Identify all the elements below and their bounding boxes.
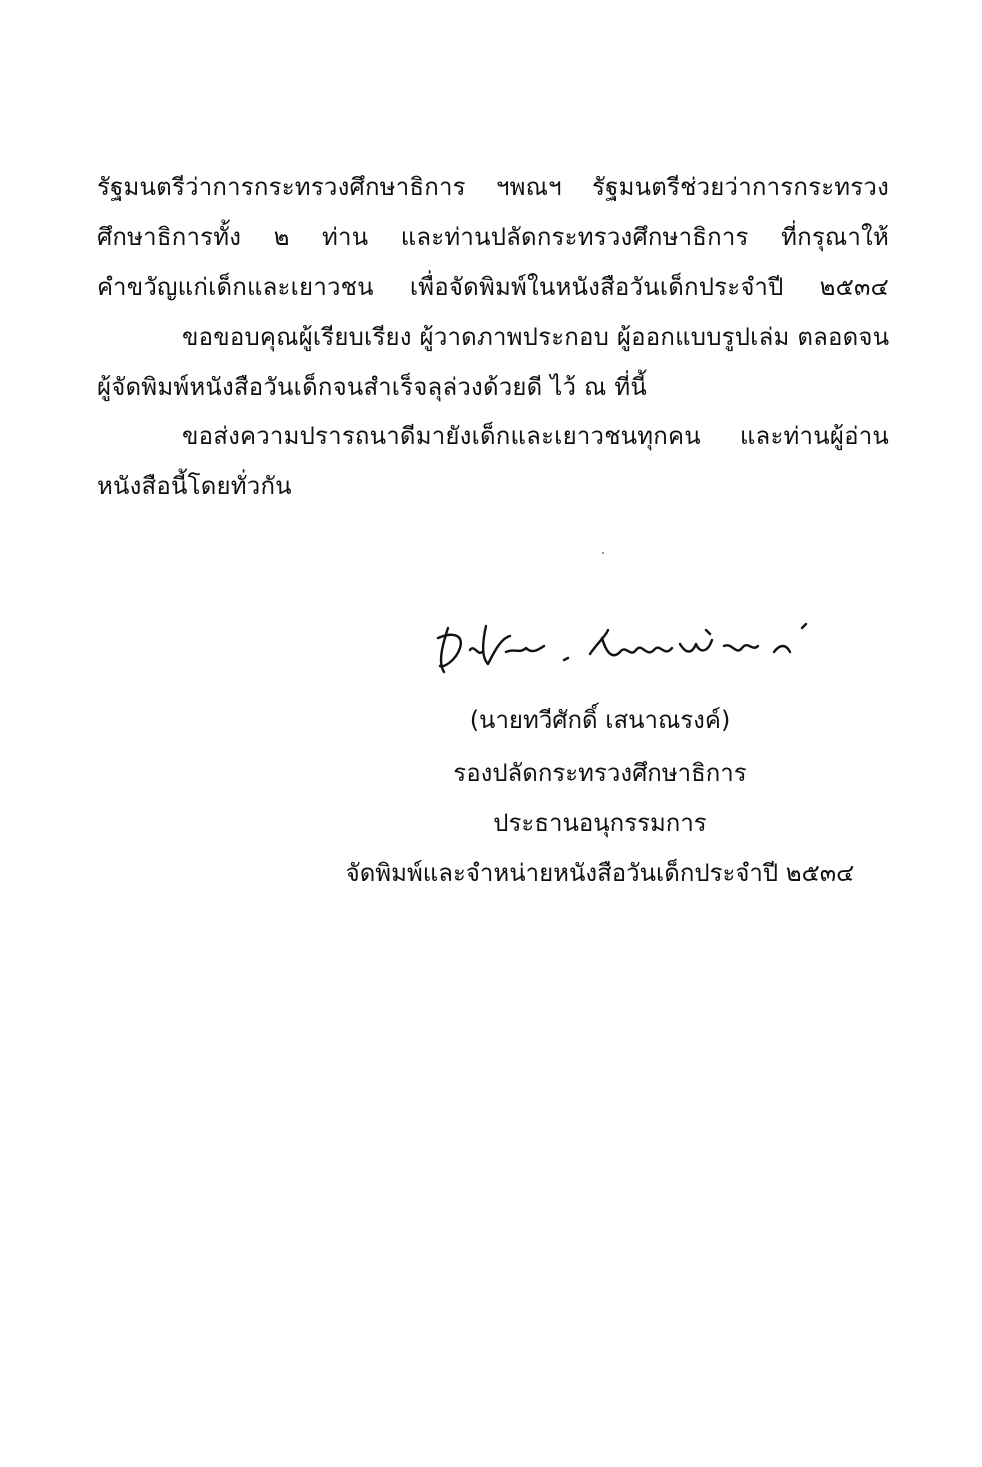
signatory-role: ประธานอนุกรรมการ xyxy=(493,809,707,837)
body-line-3: คำขวัญแก่เด็กและเยาวชน เพื่อจัดพิมพ์ในหนังสือวันเด็กประจำปี ๒๕๓๔ xyxy=(97,273,889,301)
body-line-7: หนังสือนี้โดยทั่วกัน xyxy=(97,472,292,500)
body-line-4: ขอขอบคุณผู้เรียบเรียง ผู้วาดภาพประกอบ ผู้ออกแบบรูปเล่ม ตลอดจน xyxy=(182,323,890,351)
scan-speck xyxy=(602,552,604,554)
body-line-1: รัฐมนตรีว่าการกระทรวงศึกษาธิการ ฯพณฯ รัฐมนตรีช่วยว่าการกระทรวง xyxy=(97,173,889,201)
signatory-committee: จัดพิมพ์และจำหน่ายหนังสือวันเด็กประจำปี ๒๕๓๔ xyxy=(345,859,855,887)
signatory-name: (นายทวีศักดิ์ เสนาณรงค์) xyxy=(469,706,731,734)
signatory-position: รองปลัดกระทรวงศึกษาธิการ xyxy=(453,759,747,787)
body-line-2: ศึกษาธิการทั้ง ๒ ท่าน และท่านปลัดกระทรวงศึกษาธิการ ที่กรุณาให้ xyxy=(97,223,889,251)
body-line-6: ขอส่งความปรารถนาดีมายังเด็กและเยาวชนทุกคน และท่านผู้อ่าน xyxy=(182,422,889,450)
body-line-5: ผู้จัดพิมพ์หนังสือวันเด็กจนสำเร็จลุล่วงด้วยดี ไว้ ณ ที่นี้ xyxy=(97,373,647,401)
handwritten-signature xyxy=(430,608,820,688)
